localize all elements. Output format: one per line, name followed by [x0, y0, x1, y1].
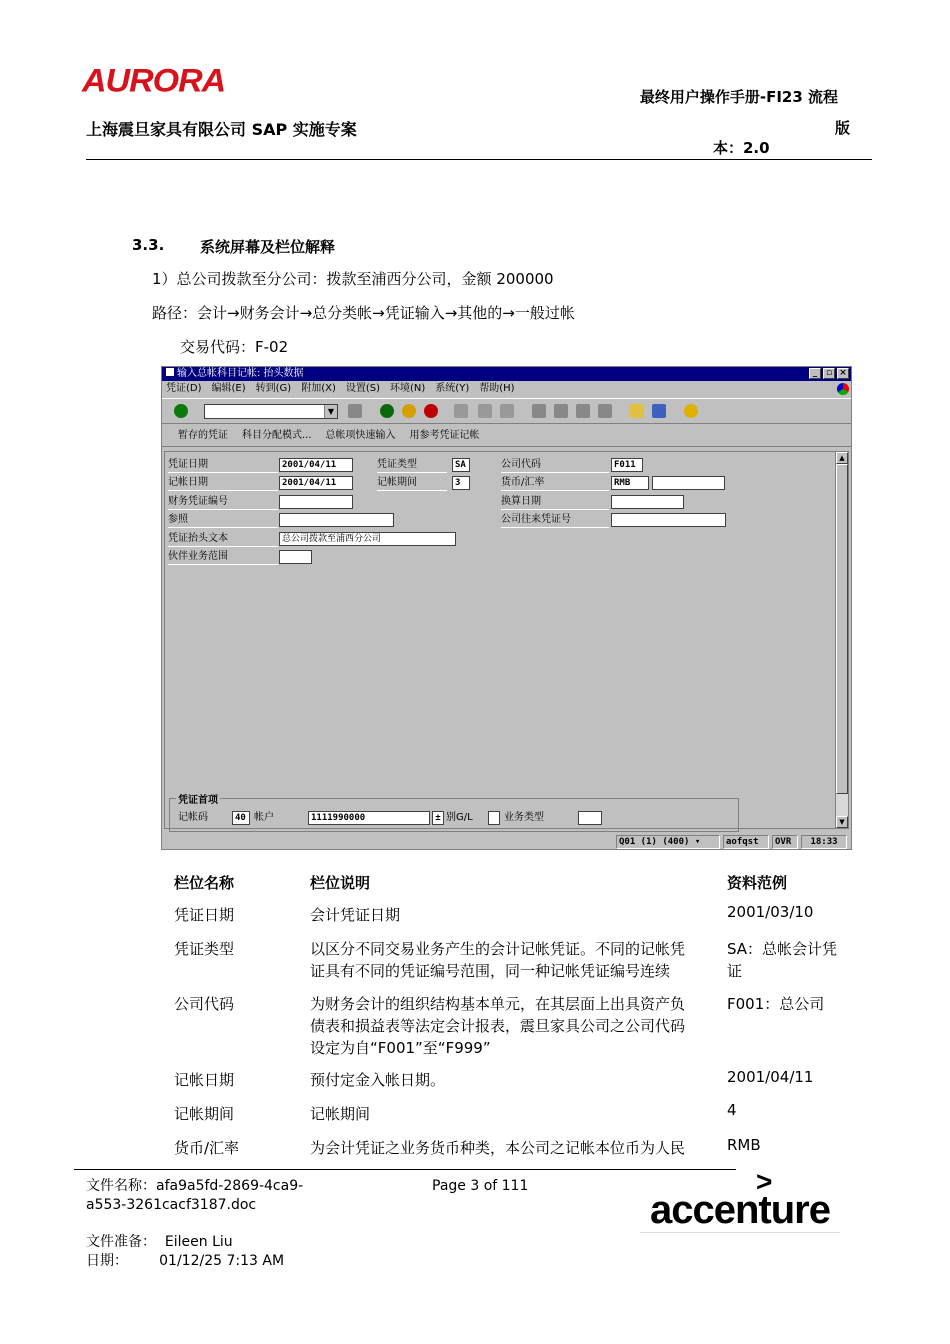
row-field-name: 凭证日期 [174, 906, 235, 924]
parked-documents-button[interactable]: 暂存的凭证 [178, 430, 228, 441]
save-icon[interactable] [348, 404, 362, 418]
transaction-type-field[interactable] [578, 811, 602, 825]
print-icon[interactable] [454, 404, 468, 418]
header-data-panel [164, 451, 836, 829]
intercompany-number-field[interactable] [611, 513, 726, 527]
sap-window [161, 366, 852, 850]
transaction-type-label: 业务类型 [504, 812, 544, 823]
company-code-label: 公司代码 [501, 458, 609, 473]
currency-field[interactable]: RMB [611, 476, 649, 490]
row-field-example: F001：总公司 [727, 995, 825, 1013]
close-button[interactable]: × [837, 368, 849, 379]
partner-area-label: 伙伴业务范围 [168, 550, 278, 565]
exchange-rate-field[interactable] [652, 476, 725, 490]
doc-date-label: 凭证日期 [168, 458, 278, 473]
version-number: 本：2.0 [713, 139, 770, 157]
period-label: 记帐期间 [377, 476, 447, 491]
new-session-icon[interactable] [630, 404, 644, 418]
section-number: 3.3. [132, 236, 165, 254]
menu-path-line: 路径：会计→财务会计→总分类帐→凭证输入→其他的→一般过帐 [152, 304, 575, 322]
find-icon[interactable] [478, 404, 492, 418]
menu-bar [162, 381, 851, 397]
window-icon [166, 368, 174, 376]
header-divider [86, 159, 872, 160]
row-field-example: 2001/04/11 [727, 1068, 814, 1086]
account-assignment-model-button[interactable]: 科目分配模式... [242, 430, 312, 441]
company-project-title: 上海震旦家具有限公司 SAP 实施专案 [86, 120, 357, 139]
menu-settings[interactable]: 设置(S) [345, 383, 381, 394]
currency-label: 货币/汇率 [501, 476, 609, 491]
intercompany-number-label: 公司往来凭证号 [501, 513, 609, 528]
row-field-desc: 预付定金入帐日期。 [310, 1071, 446, 1089]
row-field-example: SA：总帐会计凭 [727, 940, 838, 958]
menu-environment[interactable]: 环境(N) [390, 383, 426, 394]
row-field-desc: 为会计凭证之业务货币种类，本公司之记帐本位币为人民 [310, 1139, 686, 1157]
scenario-line: 1）总公司拨款至分公司：拨款至浦西分公司，金额 200000 [152, 270, 554, 288]
translation-date-field[interactable] [611, 495, 684, 509]
prev-page-icon[interactable] [554, 404, 568, 418]
account-label: 帐户 [254, 812, 274, 823]
menu-system[interactable]: 系统(Y) [435, 383, 470, 394]
row-field-name: 公司代码 [174, 995, 235, 1013]
doc-type-label: 凭证类型 [377, 458, 447, 473]
menu-help[interactable]: 帮助(H) [479, 383, 515, 394]
special-gl-checkbox[interactable] [488, 811, 500, 825]
minimize-button[interactable]: _ [809, 368, 821, 379]
row-field-desc: 记帐期间 [310, 1105, 371, 1123]
header-text-label: 凭证抬头文本 [168, 532, 278, 547]
enter-check-icon[interactable] [174, 404, 188, 418]
prepared-by: 文件准备： Eileen Liu [86, 1234, 233, 1250]
posting-key-field[interactable]: 40 [232, 811, 250, 825]
post-date-field[interactable]: 2001/04/11 [279, 476, 353, 490]
row-field-example: 2001/03/10 [727, 903, 814, 921]
special-gl-label: 别G/L [446, 812, 473, 823]
maximize-button[interactable]: ▫ [823, 368, 835, 379]
menu-goto[interactable]: 转到(G) [255, 383, 292, 394]
aurora-logo: AURORA [82, 62, 226, 100]
back-icon[interactable] [380, 404, 394, 418]
partner-area-field[interactable] [279, 550, 312, 564]
accenture-logo-mark: > [756, 1166, 773, 1197]
status-bar [162, 833, 851, 850]
window-title: 输入总帐科目记帐: 抬头数据 [177, 368, 304, 379]
menu-document[interactable]: 凭证(D) [166, 383, 202, 394]
row-field-name: 货币/汇率 [174, 1139, 240, 1157]
gl-fast-entry-button[interactable]: 总帐项快速输入 [325, 430, 396, 441]
doc-date-field[interactable]: 2001/04/11 [279, 458, 353, 472]
footer-date: 日期： 01/12/25 7:13 AM [86, 1253, 285, 1269]
reference-field[interactable] [279, 513, 394, 527]
scroll-up-icon[interactable]: ▲ [836, 452, 848, 464]
account-search-icon[interactable]: ± [432, 811, 444, 825]
post-date-label: 记帐日期 [168, 476, 278, 491]
accenture-logo: accenture [650, 1188, 830, 1232]
reference-label: 参照 [168, 513, 278, 528]
transaction-code-line: 交易代码：F-02 [180, 338, 289, 356]
doc-number-field[interactable] [279, 495, 353, 509]
menu-extras[interactable]: 附加(X) [301, 383, 336, 394]
sap-logo-icon [837, 383, 849, 395]
footer-divider [74, 1169, 736, 1170]
chevron-down-icon[interactable]: ▼ [324, 405, 337, 418]
page-number: Page 3 of 111 [432, 1178, 529, 1194]
vertical-scrollbar[interactable] [835, 451, 849, 829]
next-page-icon[interactable] [576, 404, 590, 418]
find-next-icon[interactable] [500, 404, 514, 418]
first-page-icon[interactable] [532, 404, 546, 418]
row-field-desc: 以区分不同交易业务产生的会计记帐凭证。不同的记帐凭 [310, 940, 686, 958]
row-field-name: 凭证类型 [174, 940, 235, 958]
col-header-desc: 栏位说明 [310, 874, 371, 892]
file-name-line2: a553-3261cacf3187.doc [86, 1197, 257, 1213]
command-field[interactable] [204, 404, 338, 419]
row-field-desc: 债表和损益表等法定会计报表，震旦家具公司之公司代码 [310, 1017, 686, 1035]
first-line-item-group [169, 795, 739, 832]
row-field-example: RMB [727, 1136, 761, 1154]
insert-mode: OVR [772, 835, 798, 849]
posting-key-label: 记帐码 [178, 812, 208, 823]
standard-toolbar [162, 398, 851, 424]
col-header-name: 栏位名称 [174, 874, 235, 892]
row-field-desc: 设定为自“F001”至“F999” [310, 1039, 491, 1057]
server-name: aofqst [723, 835, 769, 849]
menu-edit[interactable]: 编辑(E) [211, 383, 246, 394]
logo-underline [640, 1232, 840, 1233]
post-with-reference-button[interactable]: 用参考凭证记帐 [409, 430, 480, 441]
row-field-desc: 证具有不同的凭证编号范围，同一种记帐凭证编号连续 [310, 962, 671, 980]
company-code-field[interactable]: F011 [611, 458, 643, 472]
row-field-desc: 为财务会计的组织结构基本单元，在其层面上出具资产负 [310, 995, 686, 1013]
last-page-icon[interactable] [598, 404, 612, 418]
row-field-example: 4 [727, 1101, 737, 1119]
system-info-text: Q01 (1) (400) [619, 837, 690, 847]
system-info[interactable]: Q01 (1) (400) ▾ [616, 835, 720, 849]
application-toolbar [162, 425, 851, 447]
scroll-down-icon[interactable]: ▼ [836, 816, 848, 828]
sap-title-bar [162, 367, 851, 381]
help-icon[interactable] [684, 404, 698, 418]
manual-title: 最终用户操作手册-FI23 流程 [639, 88, 838, 106]
row-field-name: 记帐日期 [174, 1071, 235, 1089]
first-line-item-title: 凭证首项 [176, 791, 220, 806]
exit-icon[interactable] [402, 404, 416, 418]
shortcut-icon[interactable] [652, 404, 666, 418]
scroll-thumb[interactable] [836, 464, 848, 794]
version-label: 版 [835, 119, 851, 137]
header-text-field[interactable]: 总公司拨款至浦西分公司 [279, 532, 456, 546]
doc-type-field[interactable]: SA [452, 458, 470, 472]
doc-number-label: 财务凭证编号 [168, 495, 278, 510]
file-name-line1: 文件名称：afa9a5fd-2869-4ca9- [86, 1178, 304, 1194]
translation-date-label: 换算日期 [501, 495, 609, 510]
row-field-example: 证 [727, 962, 743, 980]
cancel-icon[interactable] [424, 404, 438, 418]
period-field[interactable]: 3 [452, 476, 470, 490]
row-field-desc: 会计凭证日期 [310, 906, 401, 924]
row-field-name: 记帐期间 [174, 1105, 235, 1123]
account-field[interactable]: 1111990000 [308, 811, 430, 825]
clock: 18:33 [801, 835, 847, 849]
col-header-example: 资料范例 [727, 874, 788, 892]
section-title: 系统屏幕及栏位解释 [200, 238, 336, 256]
